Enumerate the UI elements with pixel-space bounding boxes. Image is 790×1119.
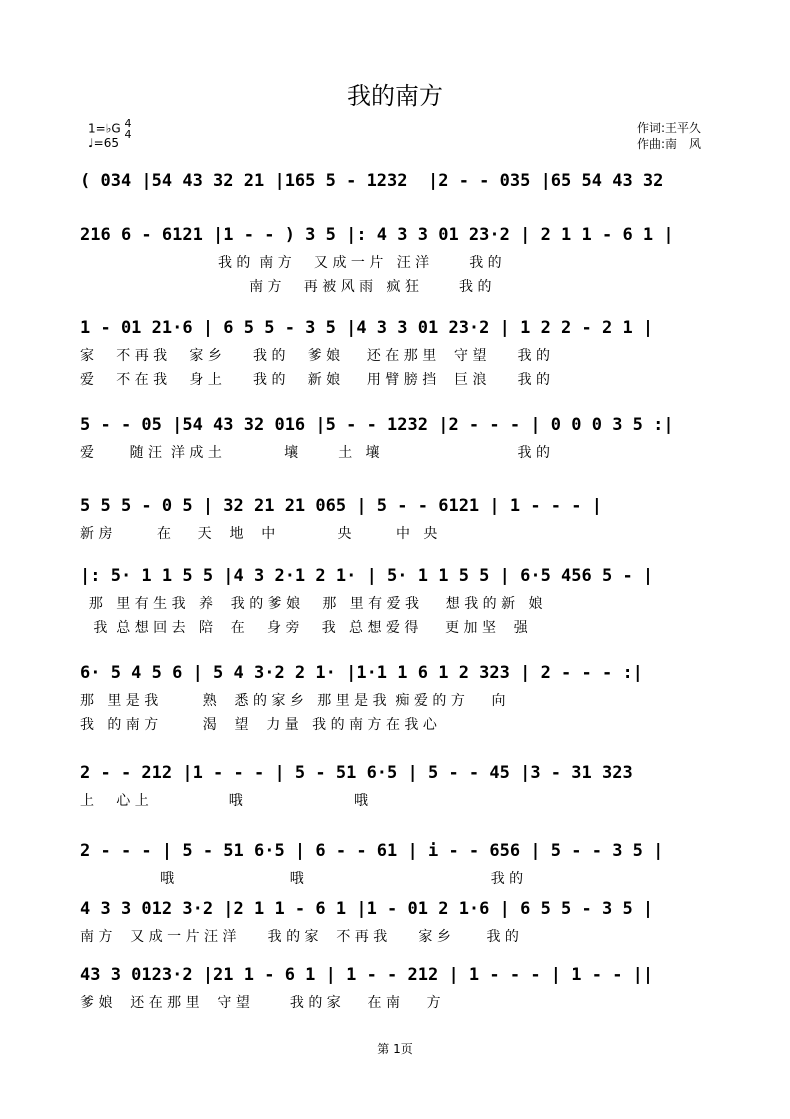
notation-line: 5 - - 05 |54 43 32 016 |5 - - 1232 |2 - - - | 0 0 0 3 5 :| [80,415,674,435]
credits [637,120,701,152]
lyric-line: 家 不 再 我 家 乡 我 的 爹 娘 还 在 那 里 守 望 我 的 [80,348,551,364]
lyric-line: 上 心 上 哦 哦 [80,793,369,809]
lyric-line: 那 里 有 生 我 养 我 的 爹 娘 那 里 有 爱 我 想 我 的 新 娘 [80,596,543,612]
time-signature [124,118,131,140]
notation-line: 2 - - 212 |1 - - - | 5 - 51 6·5 | 5 - - 45 |3 - 31 323 [80,763,633,783]
lyric-line: 爱 随 汪 洋 成 土 壤 土 壤 我 的 [80,445,550,461]
lyric-line: 我 的 南 方 又 成 一 片 汪 洋 我 的 [80,255,502,271]
composer: 作曲:南 风 [637,137,702,151]
lyric-line: 哦 哦 我 的 [80,871,524,887]
lyric-line: 南 方 再 被 风 雨 疯 狂 我 的 [80,279,492,295]
lyricist: 作词:王平久 [637,121,702,135]
lyric-line: 新 房 在 天 地 中 央 中 央 [80,526,438,542]
notation-line: |: 5· 1 1 5 5 |4 3 2·1 2 1· | 5· 1 1 5 5 | 6·5 456 5 - | [80,566,654,586]
notation-line: ( 034 |54 43 32 21 |165 5 - 1232 |2 - - 035 |65 54 43 32 [80,171,664,191]
key-label: 1=♭G [88,121,121,136]
notation-line: 6· 5 4 5 6 | 5 4 3·2 2 1· |1·1 1 6 1 2 323 | 2 - - - :| [80,663,643,683]
lyric-line: 南 方 又 成 一 片 汪 洋 我 的 家 不 再 我 家 乡 我 的 [80,929,519,945]
notation-line: 5 5 5 - 0 5 | 32 21 21 065 | 5 - - 6121 | 1 - - - | [80,496,602,516]
page-number: 第 1页 [377,1042,413,1056]
time-bottom: 4 [124,128,132,141]
notation-line: 216 6 - 6121 |1 - - ) 3 5 |: 4 3 3 01 23·2 | 2 1 1 - 6 1 | [80,225,674,245]
tempo-marking: ♩=65 [88,136,119,150]
notation-line: 43 3 0123·2 |21 1 - 6 1 | 1 - - 212 | 1 - - - | 1 - - || [80,965,654,985]
time-top: 4 [124,117,132,130]
lyric-line: 那 里 是 我 熟 悉 的 家 乡 那 里 是 我 痴 爱 的 方 向 [80,693,506,709]
lyric-line: 爱 不 在 我 身 上 我 的 新 娘 用 臂 膀 挡 巨 浪 我 的 [80,372,551,388]
notation-line: 2 - - - | 5 - 51 6·5 | 6 - - 61 | i - - 656 | 5 - - 3 5 | [80,841,664,861]
lyric-line: 我 总 想 回 去 陪 在 身 旁 我 总 想 爱 得 更 加 坚 强 [80,620,528,636]
notation-line: 1 - 01 21·6 | 6 5 5 - 3 5 |4 3 3 01 23·2 | 1 2 2 - 2 1 | [80,318,654,338]
song-title: 我的南方 [347,82,443,110]
lyric-line: 我 的 南 方 渴 望 力 量 我 的 南 方 在 我 心 [80,717,437,733]
notation-line: 4 3 3 012 3·2 |2 1 1 - 6 1 |1 - 01 2 1·6 | 6 5 5 - 3 5 | [80,899,654,919]
lyric-line: 爹 娘 还 在 那 里 守 望 我 的 家 在 南 方 [80,995,441,1011]
